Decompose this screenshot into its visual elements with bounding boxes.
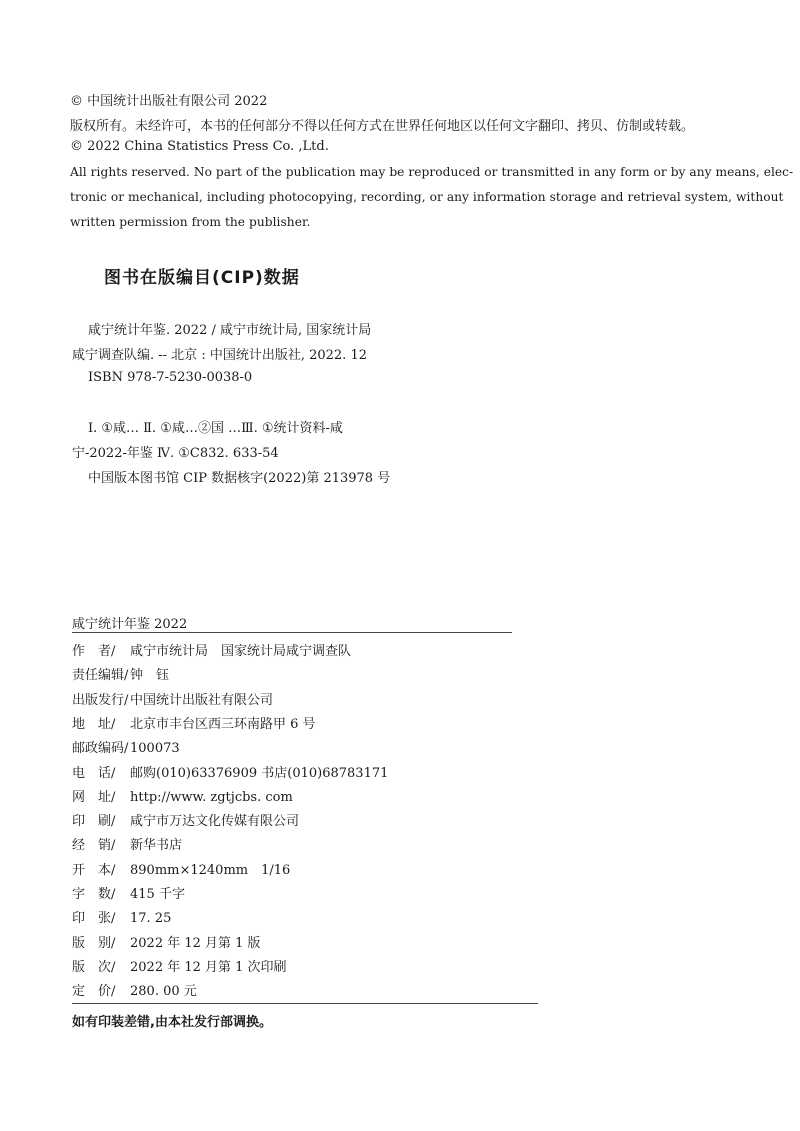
colophon-row-label: 地 址/ [72,716,116,732]
copyright-en-rights-line-2: tronic or mechanical, including photocopying, recording, or any information storage and retrieval system, without [70,190,784,204]
colophon-row-label: 责任编辑/ [72,668,129,684]
colophon-row [72,859,290,878]
colophon-row-value: 415 千字 [130,887,185,902]
colophon-top-rule [72,632,512,633]
colophon-row [72,810,299,829]
colophon-row-label: 版 次/ [72,959,116,975]
cip-line-2: 咸宁调查队编. -- 北京 : 中国统计出版社, 2022. 12 [72,348,367,363]
colophon-row-label: 开 本/ [72,862,116,878]
colophon-row-label: 作 者/ [72,644,116,659]
colophon-row [72,907,171,926]
colophon-row [72,932,261,951]
colophon-row [72,713,316,732]
colophon-row-value: 新华书店 [130,838,183,854]
colophon-book-title: 咸宁统计年鉴 2022 [72,617,188,632]
colophon-row [72,762,388,781]
colophon-row-label: 出版发行/ [72,692,129,708]
colophon-row-value: 2022 年 12 月第 1 版 [130,935,261,951]
colophon-row [72,956,287,975]
copyright-en-line: © 2022 China Statistics Press Co. ,Ltd. [70,139,329,154]
colophon-row-label: 经 销/ [72,838,116,854]
colophon-row-value: 280. 00 元 [130,984,197,1000]
colophon-row-value: 2022 年 12 月第 1 次印刷 [130,959,287,975]
colophon-row-label: 印 张/ [72,911,116,927]
colophon-bottom-rule [72,1003,538,1004]
colophon-row [72,883,185,902]
colophon-row-label: 版 别/ [72,935,116,951]
cip-record: 中国版本图书馆 CIP 数据核字(2022)第 213978 号 [88,471,391,486]
colophon-row-label: 印 刷/ [72,814,116,830]
cip-isbn: ISBN 978-7-5230-0038-0 [88,370,253,385]
colophon-row [72,980,197,999]
colophon-row [72,689,273,708]
colophon-row-value: 890mm×1240mm 1/16 [130,862,291,878]
colophon-row-value: http://www. zgtjcbs. com [130,789,293,805]
cip-class-line-1: Ⅰ. ①咸… Ⅱ. ①咸…②国 …Ⅲ. ①统计资料-咸 [88,421,343,436]
colophon-row-value: 17. 25 [130,911,172,927]
copyright-en-rights-line-3: written permission from the publisher. [70,215,311,229]
colophon-row [72,786,293,805]
colophon-row-label: 字 数/ [72,887,116,902]
copyright-cn-rights: 版权所有。未经许可，本书的任何部分不得以任何方式在世界任何地区以任何文字翻印、拷贝、仿制或转载。 [70,119,695,134]
colophon-row-value: 咸宁市统计局 国家统计局咸宁调查队 [130,644,352,659]
cip-line-1: 咸宁统计年鉴. 2022 / 咸宁市统计局, 国家统计局 [88,323,372,338]
copyright-en-rights-line-1: All rights reserved. No part of the publication may be reproduced or transmitted in any form or by any means, elec- [70,165,794,179]
colophon-row-label: 定 价/ [72,984,116,1000]
copyright-cn-line: © 中国统计出版社有限公司 2022 [70,94,268,109]
colophon-row-value: 邮购(010)63376909 书店(010)68783171 [130,765,389,781]
colophon-row-value: 北京市丰台区西三环南路甲 6 号 [130,716,316,732]
colophon-row [72,640,351,659]
colophon-notice: 如有印装差错,由本社发行部调换。 [72,1015,272,1030]
colophon-row [72,834,182,853]
cip-class-line-2: 宁-2022-年鉴 Ⅳ. ①C832. 633-54 [72,446,279,461]
colophon-row-value: 中国统计出版社有限公司 [130,692,274,708]
colophon-row-value: 咸宁市万达文化传媒有限公司 [130,814,300,830]
colophon-row [72,664,169,683]
colophon-row-label: 邮政编码/ [72,741,129,757]
colophon-row-label: 网 址/ [72,789,116,805]
colophon-row-label: 电 话/ [72,765,116,781]
colophon-row-value: 钟 钰 [130,668,170,684]
cip-heading: 图书在版编目(CIP)数据 [104,268,300,288]
colophon-row [72,737,180,756]
colophon-row-value: 100073 [130,741,180,757]
